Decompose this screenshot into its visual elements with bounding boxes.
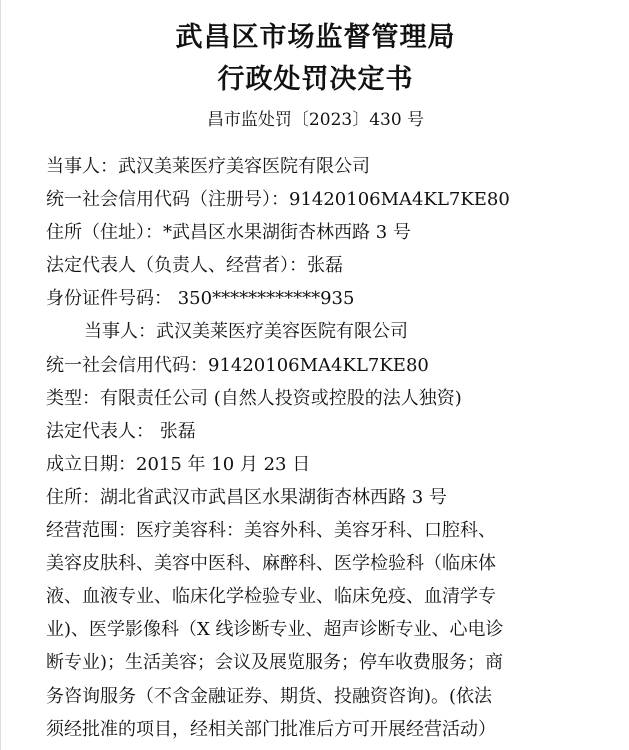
business-scope-line: 须经批准的项目，经相关部门批准后方可开展经营活动）: [46, 718, 496, 740]
business-scope-line: 业)、医学影像科（X 线诊断专业、超声诊断专业、心电诊: [46, 619, 504, 641]
business-scope-line: 务咨询服务（不含金融证券、期货、投融资咨询)。(依法: [46, 685, 493, 707]
party-id-number: 身份证件号码： 350************935: [46, 288, 355, 310]
detail-legal-representative: 法定代表人： 张磊: [46, 420, 196, 442]
detail-established-date: 成立日期：2015 年 10 月 23 日: [46, 453, 311, 475]
party-credit-code: 统一社会信用代码（注册号）：91420106MA4KL7KE80: [46, 189, 510, 211]
business-scope-line: 美容皮肤科、美容中医科、麻醉科、医学检验科（临床体: [46, 553, 496, 575]
party-name: 当事人：武汉美莱医疗美容医院有限公司: [46, 156, 370, 177]
detail-company-type: 类型：有限责任公司 (自然人投资或控股的法人独资): [46, 387, 462, 409]
party-legal-representative: 法定代表人（负责人、经营者）：张磊: [46, 255, 343, 277]
detail-address: 住所：湖北省武汉市武昌区水果湖街杏林西路 3 号: [46, 486, 447, 508]
party-address: 住所（住址）：*武昌区水果湖街杏林西路 3 号: [46, 222, 411, 244]
business-scope-line: 经营范围：医疗美容科：美容外科、美容牙科、口腔科、: [46, 520, 496, 542]
document-title-line1: 武昌区市场监督管理局: [175, 22, 456, 53]
business-scope-line: 断专业)；生活美容；会议及展览服务；停车收费服务；商: [46, 652, 504, 674]
detail-party-name: 当事人：武汉美莱医疗美容医院有限公司: [84, 321, 408, 343]
detail-credit-code: 统一社会信用代码：91420106MA4KL7KE80: [46, 354, 429, 376]
document-body: [46, 150, 621, 746]
business-scope-line: 液、血液专业、临床化学检验专业、临床免疫、血清学专: [46, 586, 496, 608]
document-number: 昌市监处罚〔2023〕430 号: [206, 110, 425, 130]
document-title-line2: 行政处罚决定书: [217, 64, 414, 95]
